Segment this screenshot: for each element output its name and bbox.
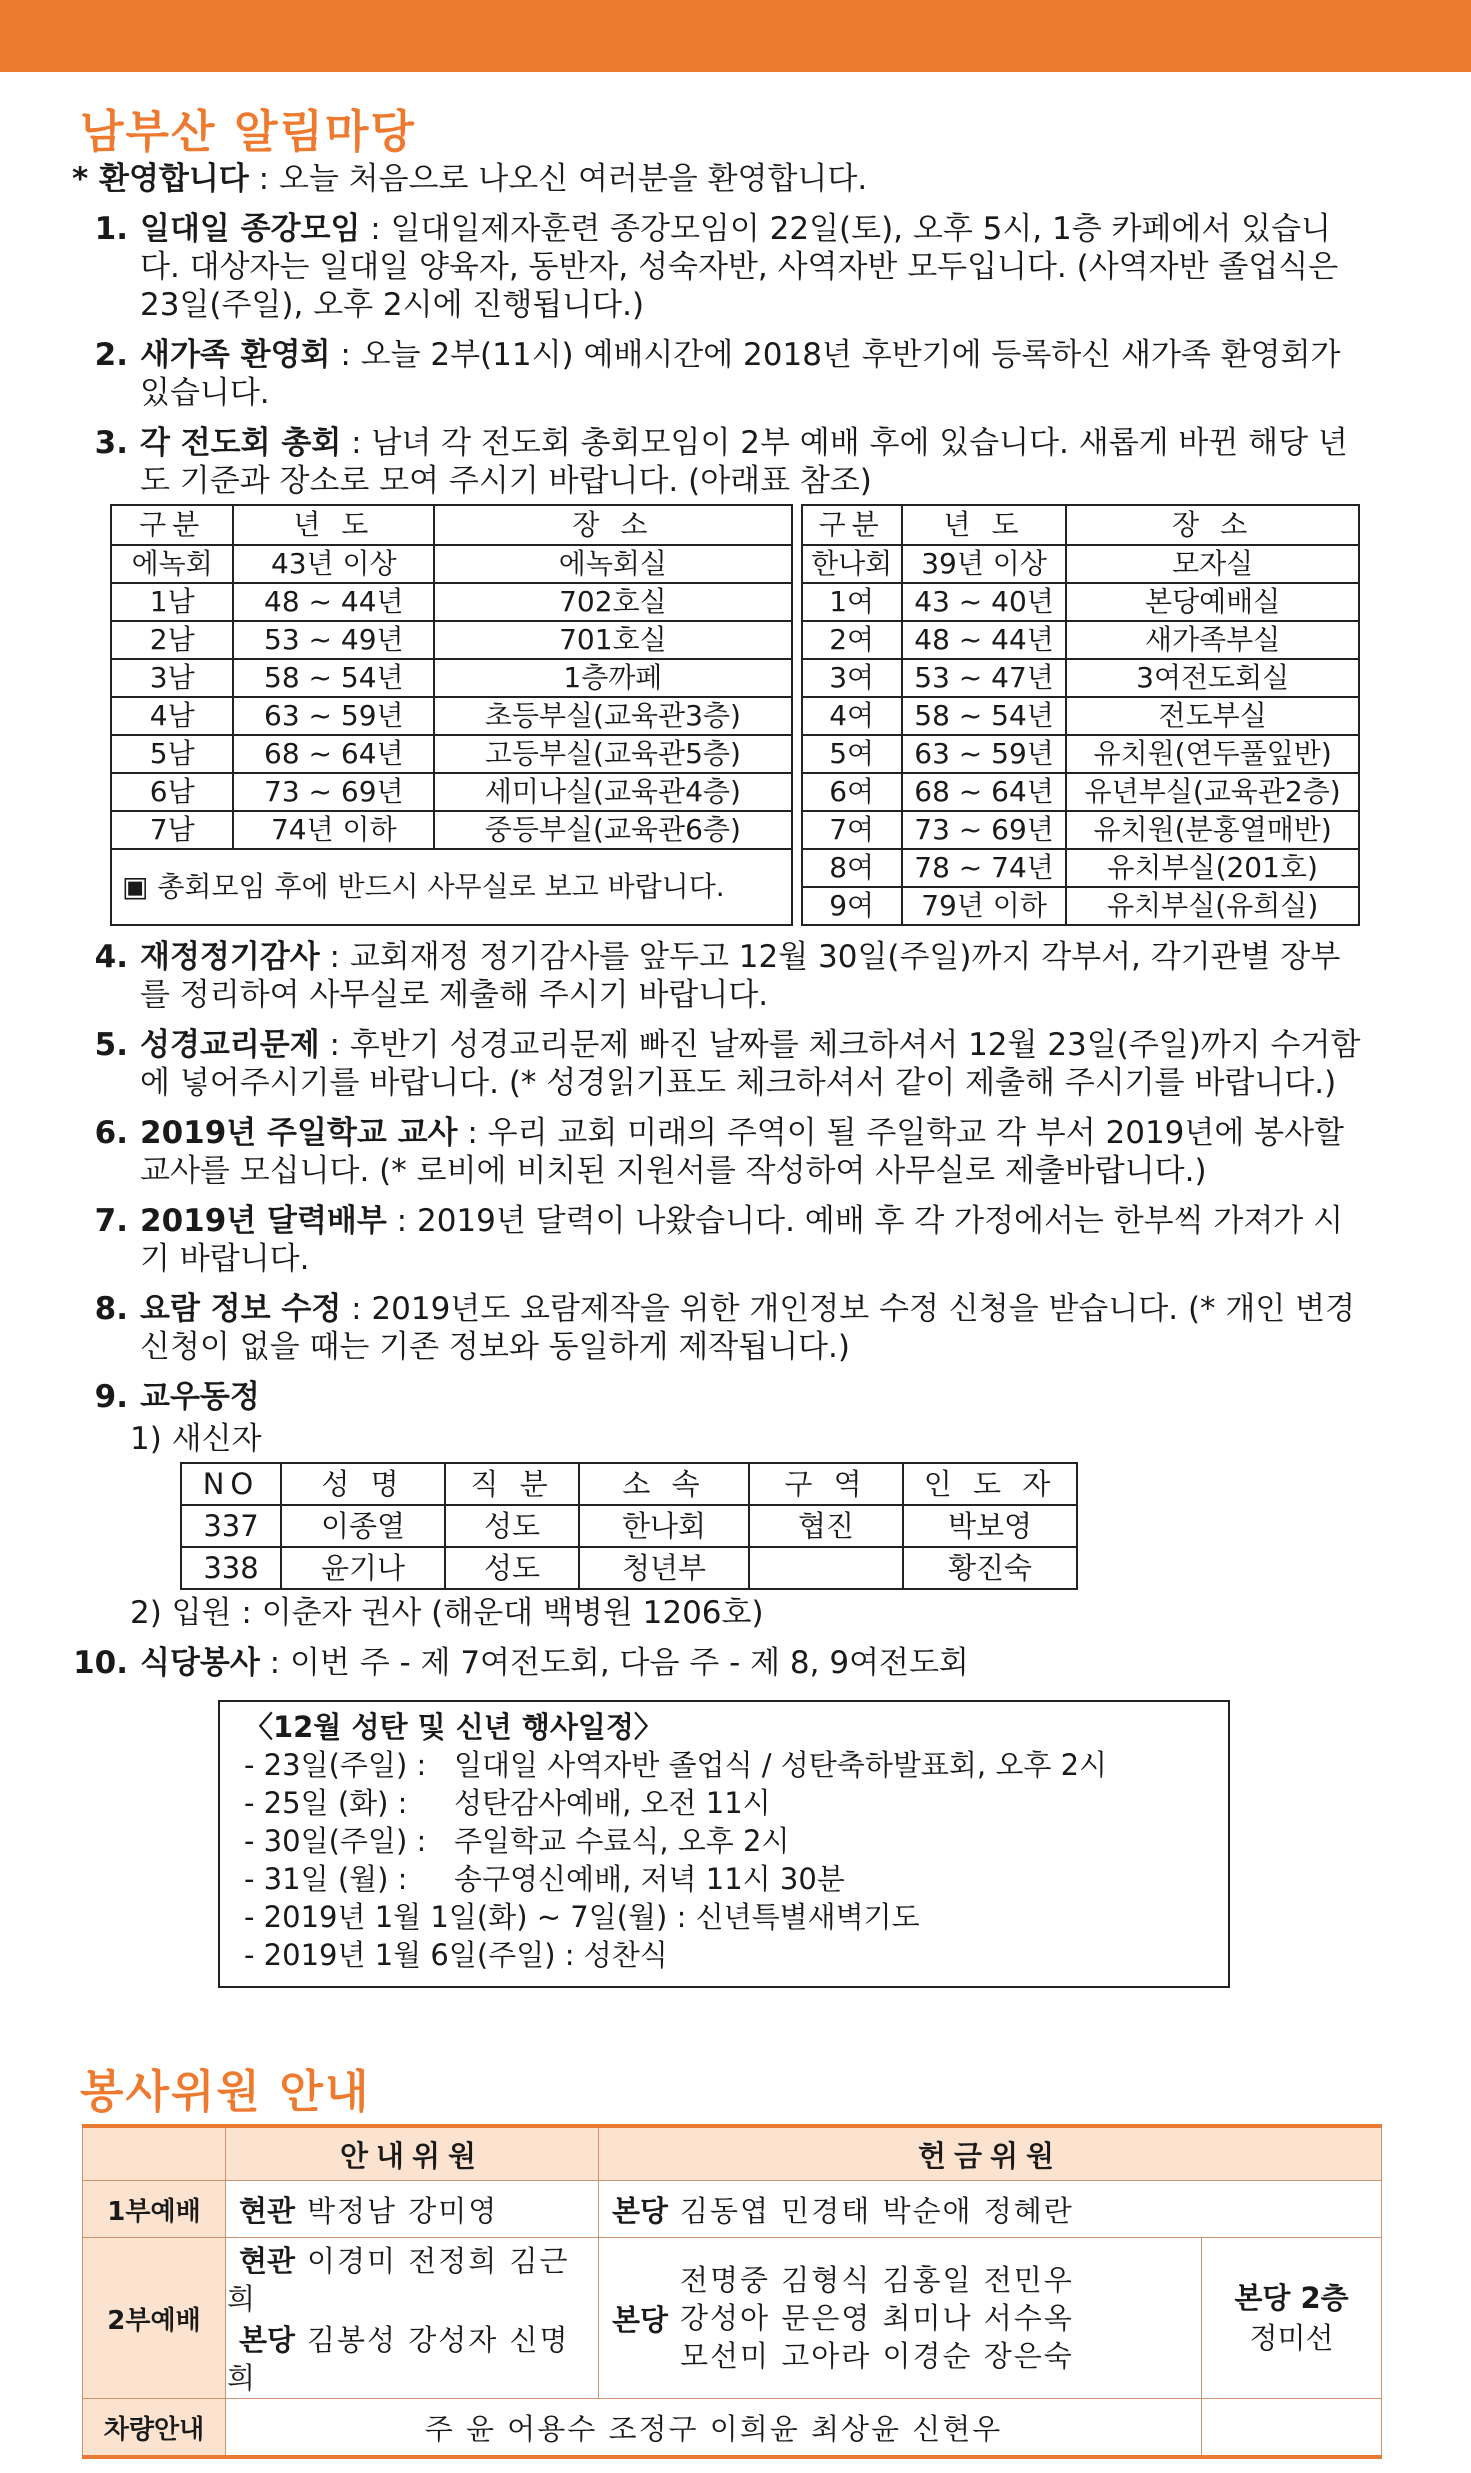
table-row: 9여 79년 이하 유치부실(유희실) <box>111 887 1359 925</box>
col-header: 년 도 <box>902 505 1067 545</box>
item-number: 5. <box>94 1027 128 1063</box>
item-title: 요람 정보 수정 <box>140 1291 342 1327</box>
item-text: : 이번 주 - 제 7여전도회, 다음 주 - 제 8, 9여전도회 <box>259 1645 969 1681</box>
table-note: ▣ 총회모임 후에 반드시 사무실로 보고 바랍니다. <box>111 849 792 925</box>
schedule-row: - 30일(주일) : 주일학교 수료식, 오후 2시 <box>244 1824 790 1858</box>
header-bar <box>0 0 1471 72</box>
newcomers-label: 1) 새신자 <box>130 1421 262 1457</box>
col-header: 직 분 <box>445 1463 579 1505</box>
notice-item-4 <box>70 938 1370 1014</box>
table-row: ▣ 총회모임 후에 반드시 사무실로 보고 바랍니다. 8여 78 ~ 74년 유치부실(201호) <box>111 849 1359 887</box>
schedule-row: - 2019년 1월 6일(주일) : 성찬식 <box>244 1938 668 1972</box>
col-header: NO <box>181 1463 281 1505</box>
col-header-usher: 안내위원 <box>226 2126 599 2181</box>
notice-item-2 <box>70 336 1370 412</box>
col-header: 인 도 자 <box>903 1463 1077 1505</box>
col-header-offering: 헌금위원 <box>599 2126 1382 2181</box>
table-row: 337 이종열 성도 한나회 협진 박보영 <box>181 1505 1077 1547</box>
schedule-row: - 23일(주일) : 일대일 사역자반 졸업식 / 성탄축하발표회, 오후 2시 <box>244 1748 1108 1782</box>
col-header: 구분 <box>111 505 233 545</box>
notice-item-1 <box>70 210 1370 324</box>
table-row: 5남 68 ~ 64년 고등부실(교육관5층) 5여 63 ~ 59년 유치원(연두풀잎반) <box>111 735 1359 773</box>
notice-item-7 <box>70 1202 1370 1278</box>
table-row: 2남 53 ~ 49년 701호실 2여 48 ~ 44년 새가족부실 <box>111 621 1359 659</box>
table-row: 4남 63 ~ 59년 초등부실(교육관3층) 4여 58 ~ 54년 전도부실 <box>111 697 1359 735</box>
table-row: 338 윤기나 성도 청년부 황진숙 <box>181 1547 1077 1589</box>
notice-item-9 <box>70 1378 1370 1416</box>
service-row-1: 1부예배 현관 박정남 강미영 본당 김동엽 민경태 박순애 정혜란 <box>83 2181 1382 2238</box>
corner-header <box>83 2126 226 2181</box>
col-header: 년 도 <box>233 505 434 545</box>
table-row: 7남 74년 이하 중등부실(교육관6층) 7여 73 ~ 69년 유치원(분홍열매반) <box>111 811 1359 849</box>
item-text: : 2019년 달력이 나왔습니다. 예배 후 각 가정에서는 한부씩 가져가 시기 바랍니다. <box>140 1203 1344 1277</box>
item-text: : 우리 교회 미래의 주역이 될 주일학교 각 부서 2019년에 봉사할 교사를 모십니다. (* 로비에 비치된 지원서를 작성하여 사무실로 제출바랍니다.) <box>140 1115 1344 1189</box>
item-title: 각 전도회 총회 <box>140 425 342 461</box>
newcomers-table <box>180 1462 1078 1590</box>
service-row-2: 2부예배 현관 이경미 전정희 김근희 본당 김봉성 강성자 신명희 본당 전명중 김형식 김홍일 전민우 강성아 문은영 최미나 서수옥 모선미 고아라 이경순 장은숙 본당 2층 정미선 <box>83 2238 1382 2399</box>
col-header: 성 명 <box>281 1463 445 1505</box>
table-row: 에녹회 43년 이상 에녹회실 한나회 39년 이상 모자실 <box>111 545 1359 583</box>
item-number: 6. <box>94 1115 128 1151</box>
welcome-label: * 환영합니다 <box>72 161 249 197</box>
hospital-line: 2) 입원 : 이춘자 권사 (해운대 백병원 1206호) <box>130 1595 764 1631</box>
col-header: 장 소 <box>1066 505 1359 545</box>
item-title: 교우동정 <box>140 1379 260 1415</box>
item-number: 2. <box>94 337 128 373</box>
table-row: 6남 73 ~ 69년 세미나실(교육관4층) 6여 68 ~ 64년 유년부실(교육관2층) <box>111 773 1359 811</box>
item-title: 일대일 종강모임 <box>140 211 361 247</box>
notice-title: 남부산 알림마당 <box>80 105 416 158</box>
item-text: : 후반기 성경교리문제 빠진 날짜를 체크하셔서 12월 23일(주일)까지 수거함에 넣어주시기를 바랍니다. (* 성경읽기표도 체크하셔서 같이 제출해 주시기를 바랍니다.) <box>140 1027 1361 1101</box>
notice-content <box>70 160 1370 1988</box>
service-title: 봉사위원 안내 <box>80 2065 371 2118</box>
col-header: 소 속 <box>579 1463 749 1505</box>
item-number: 3. <box>94 425 128 461</box>
item-text: : 일대일제자훈련 종강모임이 22일(토), 오후 5시, 1층 카페에서 있습니다. 대상자는 일대일 양육자, 동반자, 성숙자반, 사역자반 모두입니다. (사역자반 졸업식은 23일(주일), 오후 2시에 진행됩니다.) <box>140 211 1339 323</box>
table-row: 1남 48 ~ 44년 702호실 1여 43 ~ 40년 본당예배실 <box>111 583 1359 621</box>
item-text: : 교회재정 정기감사를 앞두고 12월 30일(주일)까지 각부서, 각기관별 장부를 정리하여 사무실로 제출해 주시기 바랍니다. <box>140 939 1341 1013</box>
item-text: : 오늘 2부(11시) 예배시간에 2018년 후반기에 등록하신 새가족 환영회가 있습니다. <box>140 337 1341 411</box>
item-number: 1. <box>94 211 128 247</box>
notice-item-8 <box>70 1290 1370 1366</box>
schedule-row: - 25일 (화) : 성탄감사예배, 오전 11시 <box>244 1786 771 1820</box>
col-header: 장 소 <box>434 505 791 545</box>
item-number: 4. <box>94 939 128 975</box>
service-row-3: 차량안내 주 윤 어용수 조정구 이희윤 최상윤 신현우 <box>83 2399 1382 2458</box>
service-roster <box>82 2124 1382 2459</box>
notice-item-10 <box>70 1644 1370 1682</box>
schedule-row: - 2019년 1월 1일(화) ~ 7일(월) : 신년특별새벽기도 <box>244 1900 920 1934</box>
table-row: 3남 58 ~ 54년 1층까페 3여 53 ~ 47년 3여전도회실 <box>111 659 1359 697</box>
item-title: 식당봉사 <box>140 1645 260 1681</box>
item-number: 9. <box>94 1379 128 1415</box>
item-title: 2019년 달력배부 <box>140 1203 387 1239</box>
item-title: 재정정기감사 <box>140 939 320 975</box>
row-label: 2부예배 <box>83 2238 226 2399</box>
item-number: 10. <box>73 1645 128 1681</box>
notice-item-5 <box>70 1026 1370 1102</box>
schedule-title: 〈12월 성탄 및 신년 행사일정〉 <box>244 1710 663 1744</box>
item-text: : 남녀 각 전도회 총회모임이 2부 예배 후에 있습니다. 새롭게 바뀐 해당 년도 기준과 장소로 모여 주시기 바랍니다. (아래표 참조) <box>140 425 1348 499</box>
welcome-line <box>72 160 1370 198</box>
row-label: 차량안내 <box>83 2399 226 2458</box>
welcome-text: : 오늘 처음으로 나오신 여러분을 환영합니다. <box>248 161 868 197</box>
schedule-box <box>218 1700 1230 1988</box>
item-title: 2019년 주일학교 교사 <box>140 1115 458 1151</box>
item-title: 새가족 환영회 <box>140 337 331 373</box>
col-header: 구분 <box>802 505 902 545</box>
schedule-row: - 31일 (월) : 송구영신예배, 저녁 11시 30분 <box>244 1862 845 1896</box>
notice-item-3 <box>70 424 1370 500</box>
group-meeting-table <box>110 504 1360 926</box>
item-number: 8. <box>94 1291 128 1327</box>
item-title: 성경교리문제 <box>140 1027 320 1063</box>
item-text: : 2019년도 요람제작을 위한 개인정보 수정 신청을 받습니다. (* 개인 변경신청이 없을 때는 기존 정보와 동일하게 제작됩니다.) <box>140 1291 1356 1365</box>
col-header: 구 역 <box>749 1463 903 1505</box>
row-label: 1부예배 <box>83 2181 226 2238</box>
item-number: 7. <box>94 1203 128 1239</box>
notice-item-6 <box>70 1114 1370 1190</box>
